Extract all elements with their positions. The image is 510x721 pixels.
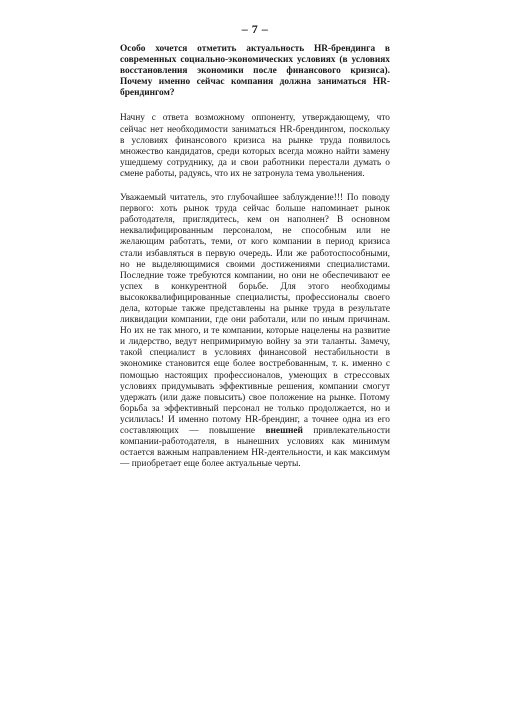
paragraph-misconception-text: Уважаемый читатель, это глубочайшее заблуждение!!! По поводу первого: хоть рынок труда сейчас больше напоминает рынок работодателя, пригляди́тесь, кем он наполнен? В основном неквалифицированным персоналом, не способным или не желающим работать, теми, от кого компании в период кризиса стали избавляться в первую очередь. Или же работоспособными, но не выделяющимися своими достижениями специалистами. Последние тоже требуются компании, но они не обеспечивают ее успех в конкурентной борьбе. Для этого необходимы высококвалифицированные специалисты, профессионалы своего дела, которые также представлены на рынке труда в результате ликвидации компании, где они работали, или по иным причинам. Но их не так много, и те компании, которые нацелены на развитие и лидерство, ведут непримиримую войну за эти таланты. Замечу, такой специалист в условиях финансовой нестабильности в экономике становится еще более востребованным, т. к. именно с помощью настоящих профессионалов, умеющих в стрессовых условиях придумывать эффективные решения, компании смогут удержать (или даже повысить) свое положение на рынке. Потому борьба за эффективный персонал не только продолжается, но и усилилась! И именно потому HR-брендинг, а точнее одна из его составляющих — повышение bbox=[120, 193, 390, 436]
emphasized-word: внешней bbox=[265, 426, 303, 436]
page-content bbox=[120, 44, 390, 470]
paragraph-misconception bbox=[120, 193, 390, 470]
paragraph-opponent: Начну с ответа возможному оппоненту, утверждающему, что сейчас нет необходимости заниматься HR-брендингом, поскольку в условиях финансового кризиса на рынке труда появилось множество кандидатов, среди которых всегда можно найти замену ушедшему сотруднику, да и свои работники перестали думать о смене работы, радуясь, что их не затронула тема увольнения. bbox=[120, 113, 390, 179]
paragraph-misconception-tail: привлекательности компании-работодателя, в нынешних условиях как минимум остается важным направлением HR-деятельности, и как максимум — приобретает еще более актуальные черты. bbox=[120, 426, 390, 470]
intro-heading-paragraph: Особо хочется отметить актуальность HR-брендинга в современных социально-экономических условиях (в условиях восстановления экономики после финансового кризиса). Почему именно сейчас компания должна заниматься HR-брендингом? bbox=[120, 44, 390, 99]
page-number: – 7 – bbox=[241, 22, 269, 36]
